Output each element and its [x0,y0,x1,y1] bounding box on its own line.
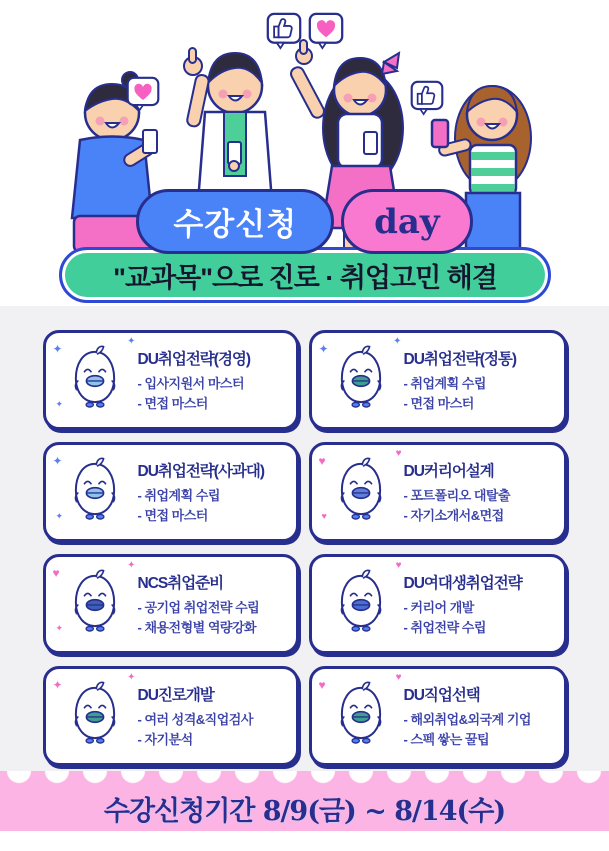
course-card [43,666,299,766]
course-card [309,554,567,654]
course-card [309,666,567,766]
sparkle-icon: ✦ [55,623,64,633]
badge-sugang-label: 수강신청 [173,207,298,242]
course-item: - 포트폴리오 대탈출 [403,488,511,503]
thumbs-up-icon [412,82,443,114]
heart-icon: ♥ [318,454,326,468]
badge-day [341,189,473,254]
badge-day-label: day [374,201,440,242]
course-card [43,442,299,542]
heart-icon: ♥ [395,560,402,571]
course-card [309,442,567,542]
heart-icon: ♥ [52,566,60,580]
duck-finger-heart-icon [316,669,404,763]
duck-heart-hug-icon [316,445,404,539]
course-title: DU취업전략(사과대) [137,463,265,480]
course-item: - 취업계획 수립 [403,376,486,391]
course-card-section [0,306,609,771]
sparkle-icon: ✦ [55,511,64,521]
course-item: - 면접 마스터 [137,507,208,523]
heart-icon: ♥ [395,672,402,683]
footer-wave-edge [0,771,609,786]
course-title: DU직업선택 [403,687,480,704]
sparkle-icon: ✦ [52,678,63,692]
registration-period-text: 수강신청기간 8/9(금) ~ 8/14(수) [103,796,506,827]
course-card [43,330,299,430]
course-item: - 해외취업&외국계 기업 [403,712,531,727]
course-item: - 취업계획 수립 [137,488,220,503]
badge-sugang-sincheong [136,189,334,254]
subtitle-banner [59,247,551,303]
course-item: - 취업전략 수립 [403,619,486,635]
course-title: NCS취업준비 [137,575,224,592]
duck-wave-icon [50,445,138,539]
course-item: - 자기소개서&면접 [403,507,504,523]
title-badges [0,189,609,254]
course-item: - 공기업 취업전략 수립 [137,600,260,615]
course-card [43,554,299,654]
course-title: DU취업전략(경영) [137,351,251,368]
sparkle-icon: ✦ [127,672,136,683]
heart-icon: ♥ [395,448,402,459]
sparkle-icon: ✦ [55,399,64,409]
course-item: - 면접 마스터 [403,395,474,411]
thumbs-up-icon [268,14,300,48]
course-title: DU취업전략(정통) [403,351,517,368]
subtitle-text: "교과목"으로 진로 · 취업고민 해결 [113,262,497,293]
heart-icon [310,14,342,48]
course-item: - 면접 마스터 [137,395,208,411]
course-item: - 스펙 쌓는 꿀팁 [403,731,490,747]
duck-starry-eyes-icon [50,557,138,651]
duck-cheer-icon [50,333,138,427]
course-card [309,330,567,430]
sparkle-icon: ✦ [127,560,136,571]
course-item: - 커리어 개발 [403,600,474,615]
course-item: - 여러 성격&직업검사 [137,712,253,727]
course-title: DU여대생취업전략 [403,575,522,592]
heart-icon [128,78,159,110]
heart-icon: ♥ [321,511,327,521]
course-title: DU커리어설계 [403,463,494,480]
sparkle-icon: ✦ [127,336,136,347]
course-title: DU진로개발 [137,687,214,704]
sparkle-icon: ✦ [52,342,63,356]
course-item: - 자기분석 [137,731,193,747]
sparkle-icon: ✦ [318,342,329,356]
sparkle-icon: ✦ [393,336,402,347]
course-item: - 채용전형별 역량강화 [137,619,257,635]
duck-head-pat-icon [316,557,404,651]
footer-banner [0,786,609,831]
duck-smile-icon [316,333,404,427]
sparkle-icon: ✦ [52,454,63,468]
duck-fists-up-icon [50,669,138,763]
heart-icon: ♥ [318,678,326,692]
course-item: - 입사지원서 마스터 [137,376,245,391]
